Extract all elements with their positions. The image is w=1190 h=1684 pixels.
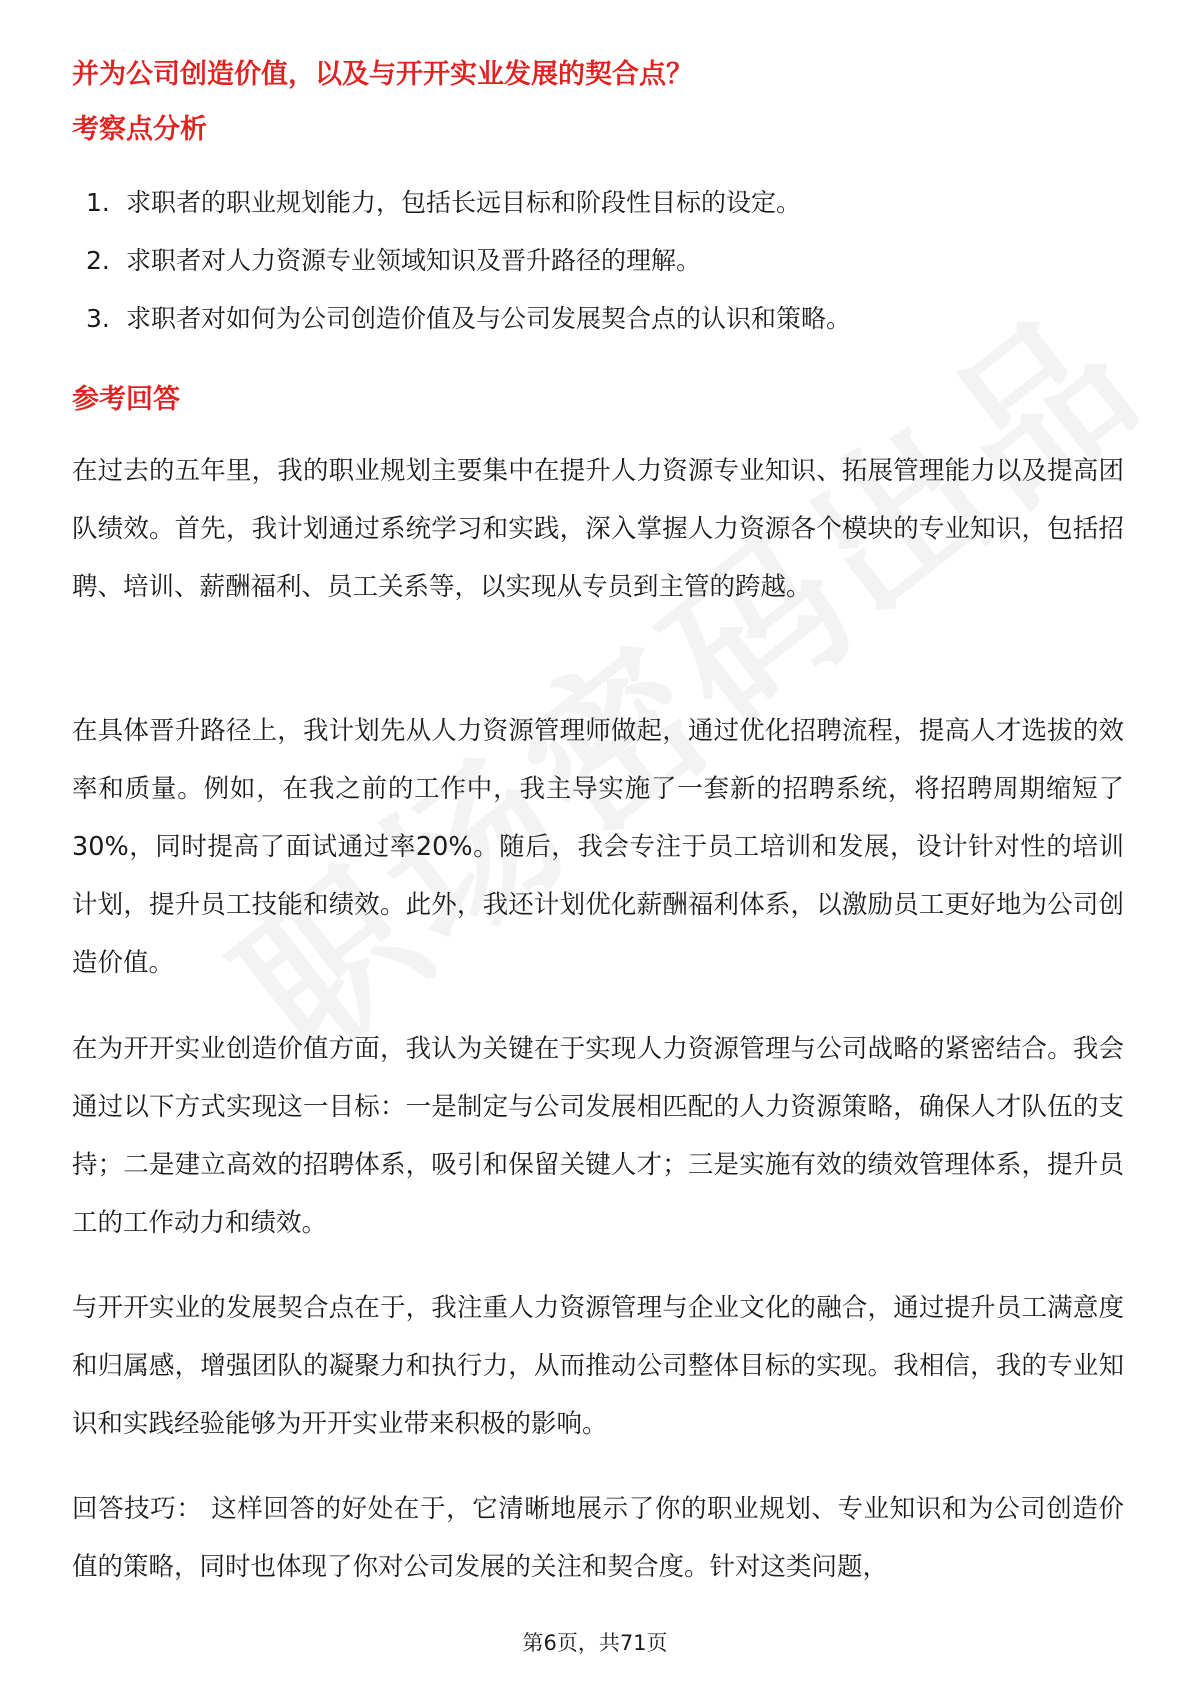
analysis-heading: 考察点分析 bbox=[72, 114, 207, 145]
list-item-text: 求职者对人力资源专业领域知识及晋升路径的理解。 bbox=[126, 246, 702, 275]
answer-tip-paragraph: 回答技巧： 这样回答的好处在于，它清晰地展示了你的职业规划、专业知识和为公司创造价值的策略，同时也体现了你对公司发展的关注和契合度。针对这类问题， bbox=[72, 1494, 1124, 1582]
list-item bbox=[86, 183, 851, 241]
list-item-text: 求职者的职业规划能力，包括长远目标和阶段性目标的设定。 bbox=[126, 188, 802, 217]
list-item bbox=[86, 241, 851, 299]
answer-paragraph: 在具体晋升路径上，我计划先从人力资源管理师做起，通过优化招聘流程，提高人才选拔的效率和质量。例如，在我之前的工作中，我主导实施了一套新的招聘系统，将招聘周期缩短了30%，同时提高了面试通过率20%。随后，我会专注于员工培训和发展，设计针对性的培训计划，提升员工技能和绩效。此外，我还计划优化薪酬福利体系，以激励员工更好地为公司创造价值。 bbox=[72, 716, 1124, 978]
analysis-point-list bbox=[86, 183, 851, 357]
list-number: 2. bbox=[86, 246, 110, 275]
list-item bbox=[86, 299, 851, 357]
list-number: 3. bbox=[86, 304, 110, 333]
list-number: 1. bbox=[86, 188, 110, 217]
question-continuation: 并为公司创造价值，以及与开开实业发展的契合点？ bbox=[72, 59, 693, 90]
answer-paragraph: 在为开开实业创造价值方面，我认为关键在于实现人力资源管理与公司战略的紧密结合。我会通过以下方式实现这一目标：一是制定与公司发展相匹配的人力资源策略，确保人才队伍的支持；二是建立高效的招聘体系，吸引和保留关键人才；三是实施有效的绩效管理体系，提升员工的工作动力和绩效。 bbox=[72, 1034, 1124, 1238]
answer-paragraph: 在过去的五年里，我的职业规划主要集中在提升人力资源专业知识、拓展管理能力以及提高团队绩效。首先，我计划通过系统学习和实践，深入掌握人力资源各个模块的专业知识，包括招聘、培训、薪酬福利、员工关系等，以实现从专员到主管的跨越。 bbox=[72, 456, 1124, 602]
answer-heading: 参考回答 bbox=[72, 384, 180, 415]
answer-paragraph: 与开开实业的发展契合点在于，我注重人力资源管理与企业文化的融合，通过提升员工满意度和归属感，增强团队的凝聚力和执行力，从而推动公司整体目标的实现。我相信，我的专业知识和实践经验能够为开开实业带来积极的影响。 bbox=[72, 1293, 1124, 1439]
page-number: 第6页，共71页 bbox=[522, 1631, 668, 1655]
list-item-text: 求职者对如何为公司创造价值及与公司发展契合点的认识和策略。 bbox=[126, 304, 852, 333]
